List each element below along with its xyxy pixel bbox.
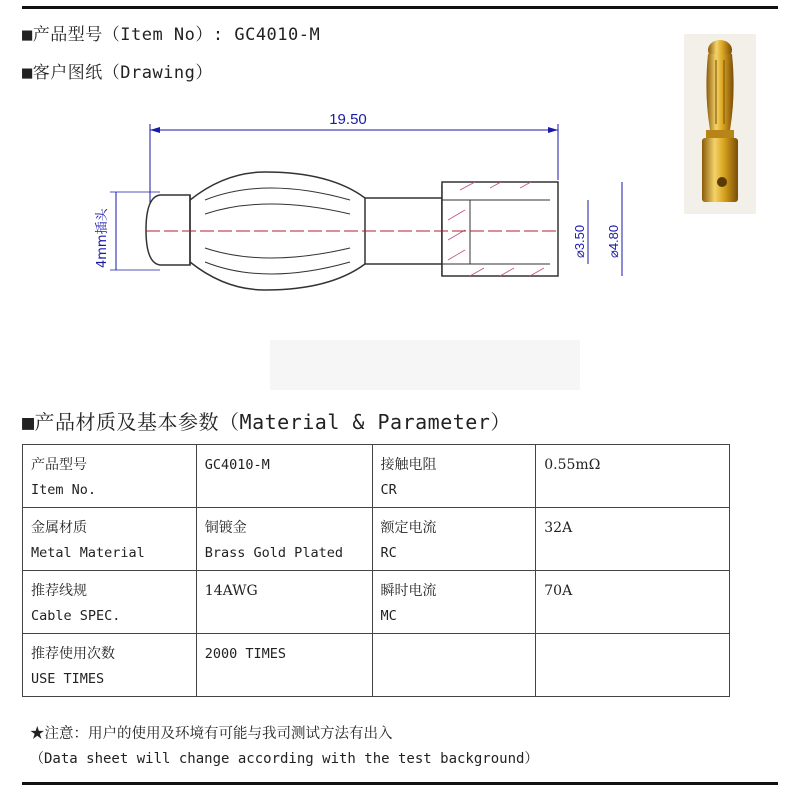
table-cell: [536, 634, 730, 697]
cell-label-zh: 接触电阻: [380, 457, 437, 473]
diameter-dimensions: [572, 182, 622, 276]
bottom-rule: [22, 782, 778, 785]
table-cell: [196, 508, 372, 571]
product-photo: [684, 34, 756, 214]
table-cell: [23, 445, 197, 508]
table-cell: [372, 571, 536, 634]
table-cell: [196, 634, 372, 697]
table-cell: [372, 445, 536, 508]
cell-value: 70A: [544, 583, 573, 599]
cell-value: GC4010-M: [204, 457, 270, 473]
table-row: [23, 634, 730, 697]
table-cell: [372, 634, 536, 697]
table-cell: [23, 634, 197, 697]
table-cell: [536, 571, 730, 634]
cell-value: 14AWG: [204, 583, 258, 599]
dim-inner-label: ⌀3.50: [572, 224, 587, 258]
cell-value: 2000 TIMES: [204, 646, 287, 662]
cell-value: 0.55mΩ: [544, 457, 601, 473]
cell-value: 铜镀金: [204, 520, 247, 536]
dim-outer-label: ⌀4.80: [606, 224, 621, 258]
table-cell: [536, 445, 730, 508]
table-cell: [196, 445, 372, 508]
table-row: [23, 571, 730, 634]
top-rule: [22, 6, 778, 9]
drawing-heading: ■客户图纸（Drawing）: [22, 63, 213, 83]
cell-label-en: Item No.: [31, 482, 97, 498]
table-row: [23, 445, 730, 508]
cell-value-en: Brass Gold Plated: [204, 545, 343, 561]
cell-value: 32A: [544, 520, 573, 536]
connector-drawing: [80, 100, 640, 300]
cell-label-zh: 产品型号: [31, 457, 87, 473]
cell-label-zh: 推荐线规: [31, 583, 87, 599]
dim-length-label: 19.50: [329, 111, 367, 128]
note-en: （Data sheet will change according with the test background）: [30, 751, 539, 767]
table-cell: [23, 508, 197, 571]
background-smudge: [270, 340, 580, 390]
parameter-table: [22, 444, 730, 697]
table-cell: [372, 508, 536, 571]
cell-label-en: RC: [380, 545, 397, 561]
table-cell: [196, 571, 372, 634]
table-row: [23, 508, 730, 571]
side-label: 4mm插头: [95, 208, 110, 268]
table-cell: [536, 508, 730, 571]
cell-label-zh: 推荐使用次数: [31, 646, 115, 662]
cell-label-en: Metal Material: [31, 545, 145, 561]
cell-label-en: USE TIMES: [31, 671, 105, 687]
item-no-heading: ■产品型号（Item No）: GC4010-M: [22, 25, 321, 45]
cell-label-en: Cable SPEC.: [31, 608, 121, 624]
cell-label-en: CR: [380, 482, 397, 498]
note-zh: ★注意：用户的使用及环境有可能与我司测试方法有出入: [30, 726, 393, 742]
cell-label-zh: 瞬时电流: [380, 583, 437, 599]
material-parameter-heading: ■产品材质及基本参数（Material & Parameter）: [22, 410, 511, 434]
cell-label-zh: 额定电流: [380, 520, 437, 536]
cell-label-zh: 金属材质: [31, 520, 87, 536]
table-cell: [23, 571, 197, 634]
cell-label-en: MC: [380, 608, 397, 624]
